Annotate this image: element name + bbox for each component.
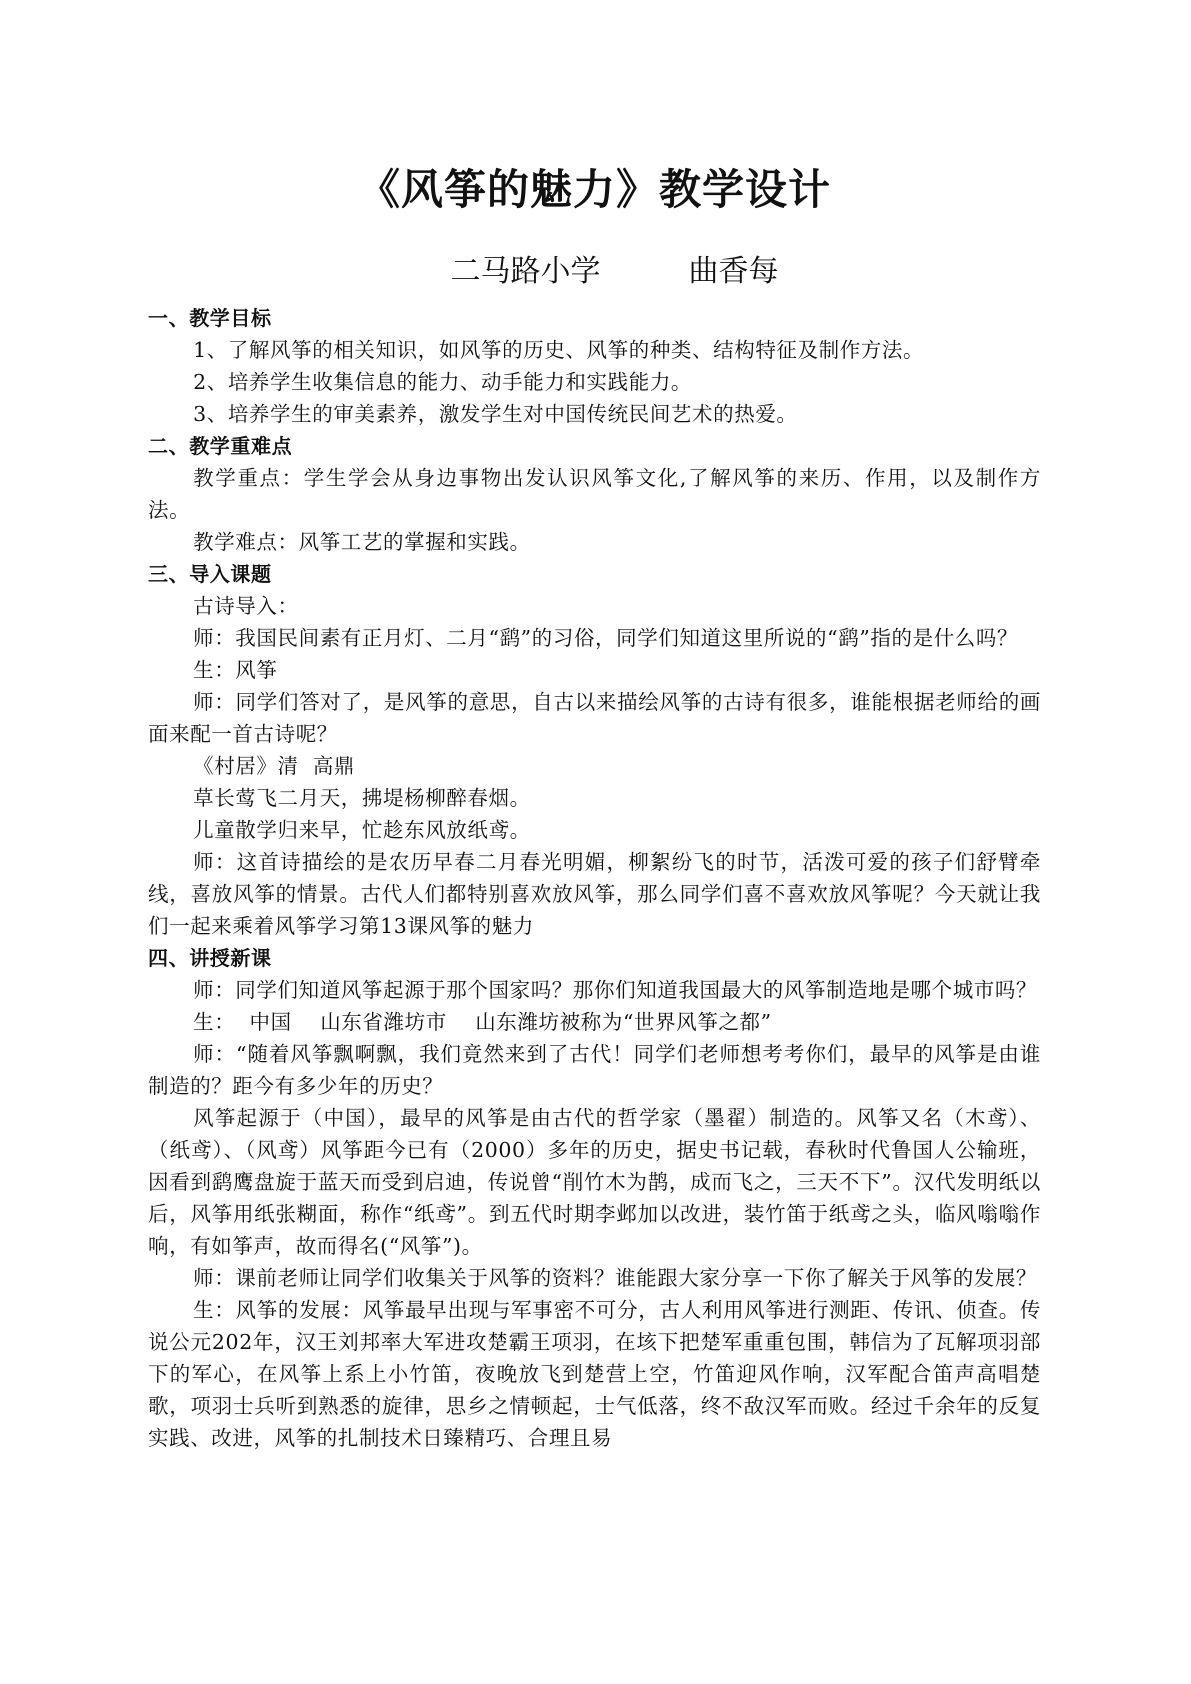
paragraph: 古诗导入： <box>193 594 299 618</box>
paragraph: 师：“随着风筝飘啊飘，我们竟然来到了古代！同学们老师想考考你们，最早的风筝是由谁制造的？距今有多少年的历史？ <box>148 1042 1041 1098</box>
byline <box>148 252 1041 292</box>
paragraph: 1、了解风筝的相关知识，如风筝的历史、风筝的种类、结构特征及制作方法。 <box>193 338 925 362</box>
section-heading: 二、教学重难点 <box>148 434 293 458</box>
paragraph: 教学重点：学生学会从身边事物出发认识风筝文化,了解风筝的来历、作用，以及制作方法。 <box>148 466 1041 522</box>
school-name: 二马路小学 <box>450 254 601 289</box>
document-body <box>148 302 1041 1454</box>
paragraph: 2、培养学生收集信息的能力、动手能力和实践能力。 <box>193 370 693 394</box>
paragraph: 教学难点：风筝工艺的掌握和实践。 <box>193 530 531 554</box>
poem-line: 草长莺飞二月天，拂堤杨柳醉春烟。 <box>193 786 531 810</box>
poem-line: 儿童散学归来早，忙趁东风放纸鸢。 <box>193 818 531 842</box>
paragraph: 生：风筝 <box>193 658 278 682</box>
paragraph: 生： 中国 山东省潍坊市 山东潍坊被称为“世界风筝之都” <box>193 1010 772 1034</box>
document-title: 《风筝的魅力》教学设计 <box>357 165 831 214</box>
paragraph: 师：同学们知道风筝起源于那个国家吗？那你们知道我国最大的风筝制造地是哪个城市吗？ <box>193 978 1038 1002</box>
paragraph: 师：课前老师让同学们收集关于风筝的资料？谁能跟大家分享一下你了解关于风筝的发展？ <box>193 1266 1038 1290</box>
poem-source: 《村居》清 高鼎 <box>193 754 356 778</box>
paragraph: 风筝起源于（中国），最早的风筝是由古代的哲学家（墨翟）制造的。风筝又名（木鸢）、（纸鸢）、（风鸢）风筝距今已有（2000）多年的历史，据史书记载，春秋时代鲁国人公输班，因看到鹞鹰盘旋于蓝天而受到启迪，传说曾“削竹木为鹊，成而飞之，三天不下”。汉代发明纸以后，风筝用纸张糊面，称作“纸鸢”。到五代时期李邺加以改进，装竹笛于纸鸢之头，临风嗡嗡作响，有如筝声，故而得名(“风筝”)。 <box>148 1106 1041 1258</box>
author-name: 曲香每 <box>688 254 779 289</box>
section-heading: 四、讲授新课 <box>148 946 272 970</box>
paragraph: 师：同学们答对了，是风筝的意思，自古以来描绘风筝的古诗有很多，谁能根据老师给的画面来配一首古诗呢？ <box>148 690 1041 746</box>
paragraph: 师：这首诗描绘的是农历早春二月春光明媚，柳絮纷飞的时节，活泼可爱的孩子们舒臂牵线，喜放风筝的情景。古代人们都特别喜欢放风筝，那么同学们喜不喜欢放风筝呢？今天就让我们一起来乘着风筝学习第13课风筝的魅力 <box>148 850 1041 938</box>
paragraph: 3、培养学生的审美素养，激发学生对中国传统民间艺术的热爱。 <box>193 402 798 426</box>
section-heading: 三、导入课题 <box>148 562 272 586</box>
paragraph: 生：风筝的发展：风筝最早出现与军事密不可分，古人利用风筝进行测距、传讯、侦查。传说公元202年，汉王刘邦率大军进攻楚霸王项羽，在垓下把楚军重重包围，韩信为了瓦解项羽部下的军心，在风筝上系上小竹笛，夜晚放飞到楚营上空，竹笛迎风作响，汉军配合笛声高唱楚歌，项羽士兵听到熟悉的旋律，思乡之情顿起，士气低落，终不敌汉军而败。经过千余年的反复实践、改进，风筝的扎制技术日臻精巧、合理且易 <box>148 1298 1041 1450</box>
section-heading: 一、教学目标 <box>148 306 272 330</box>
paragraph: 师：我国民间素有正月灯、二月“鹞”的习俗，同学们知道这里所说的“鹞”指的是什么吗？ <box>193 626 1019 650</box>
